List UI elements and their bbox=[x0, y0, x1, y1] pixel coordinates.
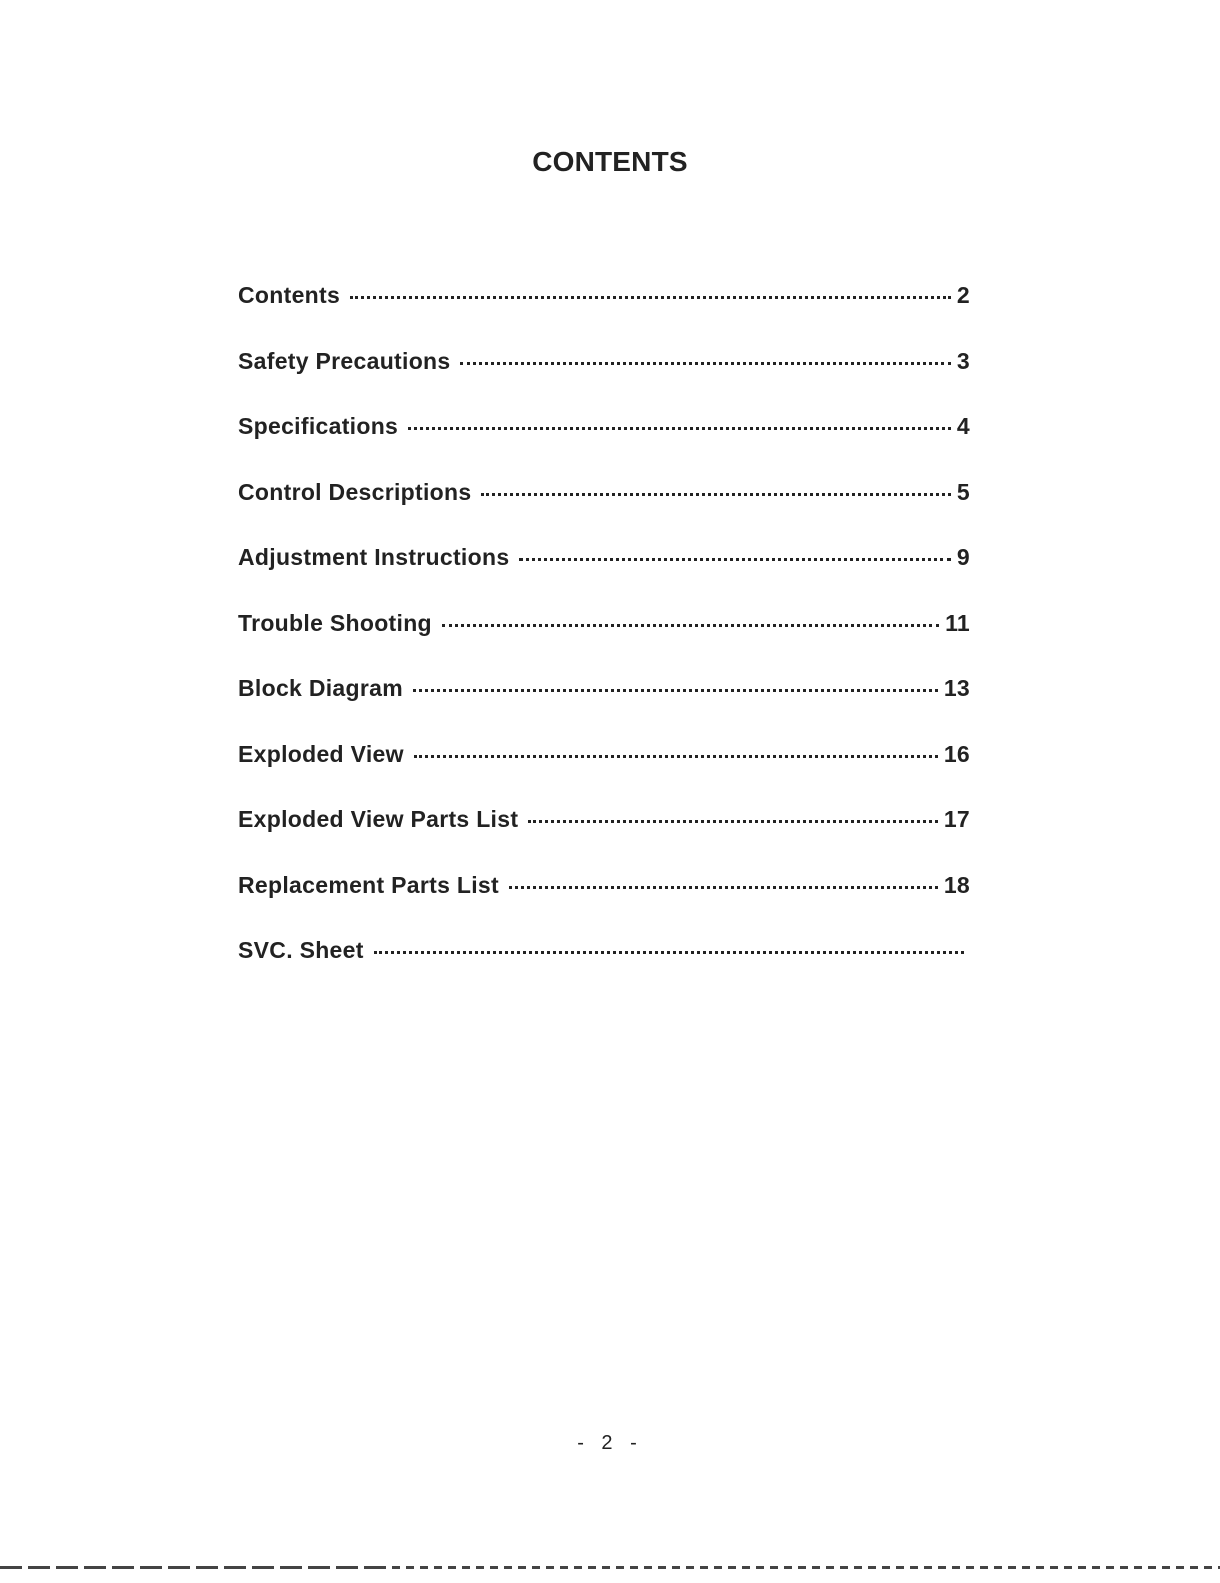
toc-leader-dots bbox=[528, 820, 938, 823]
rule-dash bbox=[826, 1566, 834, 1569]
rule-dash bbox=[644, 1566, 652, 1569]
toc-label: Control Descriptions bbox=[238, 478, 472, 505]
rule-dash bbox=[1190, 1566, 1198, 1569]
toc-entry-svc-sheet[interactable] bbox=[238, 937, 970, 1003]
rule-dash bbox=[714, 1566, 722, 1569]
rule-dash bbox=[490, 1566, 498, 1569]
toc-leader-dots bbox=[350, 296, 951, 299]
toc-label: Trouble Shooting bbox=[238, 609, 432, 636]
rule-dash bbox=[658, 1566, 666, 1569]
rule-dash bbox=[1148, 1566, 1156, 1569]
toc-leader-dots bbox=[481, 493, 950, 496]
page-number: - 2 - bbox=[577, 1432, 643, 1454]
rule-dash bbox=[784, 1566, 792, 1569]
toc-leader-dots bbox=[519, 558, 950, 561]
toc-leader-dots bbox=[413, 689, 938, 692]
rule-dash bbox=[1036, 1566, 1044, 1569]
rule-dash bbox=[966, 1566, 974, 1569]
rule-dash bbox=[168, 1566, 190, 1569]
toc-page-number: 18 bbox=[943, 871, 970, 898]
toc-label: Exploded View bbox=[238, 740, 404, 767]
rule-dash bbox=[476, 1566, 484, 1569]
rule-dash bbox=[560, 1566, 568, 1569]
rule-dash bbox=[896, 1566, 904, 1569]
rule-dash bbox=[588, 1566, 596, 1569]
rule-dash bbox=[994, 1566, 1002, 1569]
toc-page-number: 2 bbox=[956, 282, 970, 308]
rule-dash bbox=[882, 1566, 890, 1569]
rule-dash bbox=[112, 1566, 134, 1569]
rule-dash bbox=[252, 1566, 274, 1569]
rule-dash bbox=[924, 1566, 932, 1569]
toc-entry-contents[interactable] bbox=[238, 282, 970, 348]
rule-dash bbox=[686, 1566, 694, 1569]
rule-dash bbox=[84, 1566, 106, 1569]
rule-dash bbox=[952, 1566, 960, 1569]
toc-label: Adjustment Instructions bbox=[238, 544, 510, 570]
toc-label: Safety Precautions bbox=[238, 347, 451, 374]
rule-dash bbox=[196, 1566, 218, 1569]
toc-leader-dots bbox=[509, 886, 938, 889]
toc-entry-specifications[interactable] bbox=[238, 413, 970, 479]
rule-dash bbox=[1204, 1566, 1212, 1569]
rule-dash bbox=[504, 1566, 512, 1569]
rule-dash bbox=[1106, 1566, 1114, 1569]
rule-dash bbox=[1162, 1566, 1170, 1569]
rule-dash bbox=[392, 1566, 400, 1569]
toc-label: Specifications bbox=[238, 413, 399, 439]
toc-leader-dots bbox=[460, 362, 950, 365]
rule-dash bbox=[812, 1566, 820, 1569]
rule-dash bbox=[1120, 1566, 1128, 1569]
toc-label: SVC. Sheet bbox=[238, 937, 364, 963]
rule-dash bbox=[868, 1566, 876, 1569]
toc-entry-control-descriptions[interactable] bbox=[238, 479, 970, 545]
toc-label: Exploded View Parts List bbox=[238, 806, 519, 832]
rule-dash bbox=[1078, 1566, 1086, 1569]
rule-dash bbox=[700, 1566, 708, 1569]
rule-dash bbox=[1008, 1566, 1016, 1569]
rule-dash bbox=[938, 1566, 946, 1569]
rule-dash bbox=[140, 1566, 162, 1569]
rule-dash bbox=[420, 1566, 428, 1569]
rule-dash bbox=[980, 1566, 988, 1569]
rule-dash bbox=[28, 1566, 50, 1569]
toc-label: Block Diagram bbox=[238, 675, 403, 701]
toc-label: Contents bbox=[238, 282, 341, 308]
toc-entry-safety-precautions[interactable] bbox=[238, 348, 970, 414]
rule-dash bbox=[224, 1566, 246, 1569]
rule-dash bbox=[336, 1566, 358, 1569]
toc-leader-dots bbox=[442, 624, 939, 627]
rule-dash bbox=[1176, 1566, 1184, 1569]
rule-dash bbox=[798, 1566, 806, 1569]
rule-dash bbox=[840, 1566, 848, 1569]
toc-entry-exploded-view-parts-list[interactable] bbox=[238, 806, 970, 872]
rule-dash bbox=[854, 1566, 862, 1569]
toc-page-number: 13 bbox=[943, 675, 970, 701]
rule-dash bbox=[532, 1566, 540, 1569]
rule-dash bbox=[672, 1566, 680, 1569]
table-of-contents bbox=[238, 282, 970, 1003]
rule-dash bbox=[406, 1566, 414, 1569]
rule-dash bbox=[574, 1566, 582, 1569]
rule-dash bbox=[434, 1566, 442, 1569]
rule-dash bbox=[56, 1566, 78, 1569]
rule-dash bbox=[308, 1566, 330, 1569]
toc-page-number: 3 bbox=[956, 347, 970, 374]
toc-leader-dots bbox=[374, 951, 964, 954]
page-title: CONTENTS bbox=[532, 146, 688, 177]
rule-dash bbox=[1050, 1566, 1058, 1569]
toc-entry-adjustment-instructions[interactable] bbox=[238, 544, 970, 610]
toc-page-number: 4 bbox=[956, 413, 970, 439]
toc-page-number: 11 bbox=[945, 609, 970, 636]
rule-dash bbox=[742, 1566, 750, 1569]
rule-dash bbox=[448, 1566, 456, 1569]
rule-dash bbox=[770, 1566, 778, 1569]
rule-dash bbox=[910, 1566, 918, 1569]
rule-dash bbox=[462, 1566, 470, 1569]
rule-dash bbox=[518, 1566, 526, 1569]
bottom-dashed-rule bbox=[0, 1566, 1220, 1572]
toc-page-number: 5 bbox=[956, 478, 970, 505]
toc-entry-exploded-view[interactable] bbox=[238, 741, 970, 807]
rule-dash bbox=[0, 1566, 22, 1569]
rule-dash bbox=[364, 1566, 386, 1569]
rule-dash bbox=[1022, 1566, 1030, 1569]
toc-leader-dots bbox=[414, 755, 938, 758]
toc-label: Replacement Parts List bbox=[238, 871, 499, 898]
toc-leader-dots bbox=[408, 427, 951, 430]
rule-dash bbox=[1092, 1566, 1100, 1569]
toc-page-number: 9 bbox=[956, 544, 970, 570]
rule-dash bbox=[728, 1566, 736, 1569]
rule-dash bbox=[280, 1566, 302, 1569]
rule-dash bbox=[756, 1566, 764, 1569]
rule-dash bbox=[616, 1566, 624, 1569]
rule-dash bbox=[546, 1566, 554, 1569]
toc-entry-trouble-shooting[interactable] bbox=[238, 610, 970, 676]
toc-entry-block-diagram[interactable] bbox=[238, 675, 970, 741]
toc-page-number: 16 bbox=[943, 740, 970, 767]
toc-page-number: 17 bbox=[943, 806, 970, 832]
rule-dash bbox=[630, 1566, 638, 1569]
toc-entry-replacement-parts-list[interactable] bbox=[238, 872, 970, 938]
rule-dash bbox=[1064, 1566, 1072, 1569]
rule-dash bbox=[602, 1566, 610, 1569]
rule-dash bbox=[1134, 1566, 1142, 1569]
